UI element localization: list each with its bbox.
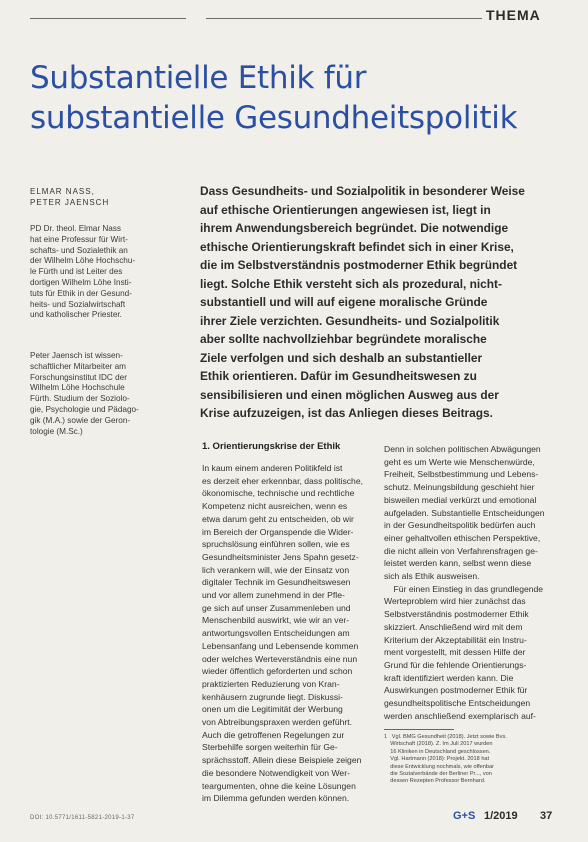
body-line: sich als Ethik ausweisen.: [384, 571, 480, 582]
author-bio-nass: [30, 224, 170, 321]
body-line: aufgeladen. Substantielle Entscheidungen: [384, 507, 545, 518]
page-number: 37: [540, 810, 553, 822]
body-line: im Dilemma gefunden werden können.: [202, 793, 350, 804]
bio-line: heits- und Sozialwirtschaft: [30, 299, 126, 309]
article-title: [30, 58, 560, 138]
lead-line: ihrem Anwendungsbereich begründet. Die notwendige: [200, 221, 509, 235]
body-line: Sterbehilfe sorgen weiterhin für Ge-: [202, 742, 338, 753]
bio-line: Wilhelm Löhe Hochschule: [30, 383, 125, 393]
body-line: bisweilen medial verkürzt und emotional: [384, 494, 537, 505]
body-line: von Abtreibungspraxen werden geführt.: [202, 717, 353, 728]
body-line: ge sich auf unser Zusammenleben und: [202, 602, 351, 613]
body-line: Grund für die fehlende Orientierungs-: [384, 659, 527, 670]
body-line: Freiheit, Selbstbestimmung und Lebens-: [384, 469, 539, 480]
footnote-line: diese Entwicklung nochmals, wie offenbar: [384, 763, 494, 770]
footnote-line: dessen Rezepten Professor Bernhard.: [384, 778, 486, 785]
body-line: und vor allem zunehmend in der Pfle-: [202, 590, 345, 601]
body-line: Auch die getroffenen Regelungen zur: [202, 729, 345, 740]
body-line: sprächsstoff. Allein diese Beispiele zeigen: [202, 755, 362, 766]
body-line: Auswirkungen postmoderner Ethik für: [384, 685, 528, 696]
footnote-divider: [384, 729, 454, 730]
body-line: teargumenten, ohne die keine Lösungen: [202, 780, 356, 791]
lead-line: Ziele verfolgen und sich deshalb an substantieller: [200, 350, 483, 365]
body-line: ment vorgestellt, mit dessen Hilfe der: [384, 647, 526, 658]
body-line: oder welches Werteverständnis eine nun: [202, 653, 358, 664]
body-line: die nicht allein von Verfahrensfragen ge-: [384, 545, 538, 556]
body-line: die besondere Notwendigkeit von Wer-: [202, 767, 350, 778]
body-line: Menschenbild auswirkt, wie wir an ver-: [202, 615, 350, 626]
doi-line: DOI: 10.5771/1611-5821-2019-1-37: [30, 815, 135, 821]
footnote-line: 1 Vgl. BMG Gesundheit (2018). Jetzt sowie Bvs.: [384, 734, 507, 740]
title-line: Substantielle Ethik für: [30, 60, 367, 96]
bio-line: Forschungsinstitut IDC der: [30, 372, 127, 382]
footnote: [384, 734, 556, 786]
body-line: spruchslösung einführen sollen, wie es: [202, 539, 350, 550]
bio-line: gik (M.A.) sowie der Geron-: [30, 415, 131, 425]
author-name: PETER JAENSCH: [30, 198, 110, 207]
lead-line: Krise aufzuzeigen, ist das Anliegen dieses Beitrags.: [200, 406, 493, 420]
issue-number: 1/2019: [484, 810, 518, 822]
lead-line: aber sollte nachvollziehbar begründete moralische: [200, 332, 487, 346]
body-line: geht es um Werte wie Menschenwürde,: [384, 456, 535, 467]
body-column-left: [202, 462, 382, 805]
body-line: skizziert. Anschließend wird mit dem: [384, 621, 523, 632]
body-line: ökonomische, technische und rechtliche: [202, 488, 355, 499]
body-line: Für einen Einstieg in das grundlegende: [384, 583, 544, 594]
lead-line: die im Selbstverständnis postmoderner Ethik begründet: [200, 258, 518, 272]
bio-line: hat eine Professur für Wirt-: [30, 234, 128, 244]
bio-line: dortigen Wilhelm Löhe Insti-: [30, 277, 132, 287]
bio-line: und katholischer Priester.: [30, 310, 122, 320]
body-column-right: [384, 443, 564, 722]
section-heading: 1. Orientierungskrise der Ethik: [202, 441, 341, 452]
body-line: kenhäusern zugrunde liegt. Diskussi-: [202, 691, 343, 702]
lead-paragraph: [200, 182, 570, 423]
lead-line: Ethik orientieren. Dafür im Gesundheitswesen zu: [200, 369, 477, 383]
body-line: Lebensanfang und Lebensende kommen: [202, 640, 359, 651]
header-rule-left: [30, 18, 186, 19]
lead-line: ihrer Ziele verzichten. Gesundheits- und Sozialpolitik: [200, 313, 500, 328]
lead-line: Dass Gesundheits- und Sozialpolitik in besonderer Weise: [200, 184, 525, 198]
header-rule-right: [206, 18, 482, 19]
author-names: [30, 186, 109, 208]
footnote-line: die Sozialverbände der Berliner Pr..., von: [384, 771, 492, 778]
body-line: in der Gesundheitspolitik bedürfen auch: [384, 520, 536, 531]
bio-line: PD Dr. theol. Elmar Nass: [30, 224, 121, 233]
journal-name: G+S: [453, 810, 476, 822]
section-label: THEMA: [486, 7, 541, 23]
body-line: kraft identifiziert werden kann. Die: [384, 672, 514, 683]
author-name: ELMAR NASS,: [30, 187, 95, 196]
bio-line: gie, Psychologie und Pädago-: [30, 404, 139, 414]
body-line: digitaler Technik im Gesundheitswesen: [202, 577, 351, 588]
lead-line: auf ethische Orientierungen angewiesen ist, liegt in: [200, 202, 491, 217]
body-line: antwortungsvollen Entscheidungen am: [202, 628, 350, 639]
body-line: Selbstverständnis postmoderner Ethik: [384, 609, 529, 620]
lead-line: liegt. Solche Ethik versteht sich als prozedural, nicht-: [200, 276, 502, 291]
body-line: etwa darum geht zu entscheiden, ob wir: [202, 513, 354, 524]
body-line: lich verankern will, wie der Einsatz von: [202, 564, 350, 575]
body-line: Kriterium der Akzeptabilität ein Instru-: [384, 634, 527, 645]
title-line: substantielle Gesundheitspolitik: [30, 100, 518, 136]
bio-line: tuts für Ethik in der Gesund-: [30, 288, 132, 298]
bio-line: Peter Jaensch ist wissen-: [30, 351, 123, 360]
footnote-line: Vgl. Hartmann (2018): Projekt. 2018 hat: [384, 756, 490, 763]
author-bio-jaensch: [30, 351, 170, 437]
body-line: gesundheitspolitische Entscheidungen: [384, 698, 531, 709]
bio-line: le Fürth und ist Leiter des: [30, 267, 123, 277]
body-line: Denn in solchen politischen Abwägungen: [384, 444, 541, 454]
bio-line: tologie (M.Sc.): [30, 426, 83, 436]
footnote-line: Wirtschaft (2018). Z. Im Juli 2017 wurden: [384, 741, 493, 748]
body-line: es derzeit eher erkennbar, dass politische,: [202, 475, 363, 486]
body-line: Gesundheitsminister Jens Spahn gesetz-: [202, 551, 359, 562]
bio-line: der Wilhelm Löhe Hochschu-: [30, 256, 136, 266]
bio-line: schaftlicher Mitarbeiter am: [30, 361, 127, 371]
body-line: im Bereich der Organspende die Wider-: [202, 526, 354, 537]
lead-line: ethische Orientierungskraft befindet sich in einer Krise,: [200, 239, 514, 254]
bio-line: schafts- und Sozialethik an: [30, 245, 128, 255]
body-line: einer gehaltvollen ethischen Perspektive,: [384, 532, 541, 543]
body-line: schutz. Meinungsbildung geschieht hier: [384, 482, 535, 493]
bio-line: Fürth. Studium der Soziolo-: [30, 394, 130, 404]
body-line: Kompetenz nicht ausreichen, wenn es: [202, 501, 348, 512]
body-line: Werteproblem wird hier zunächst das: [384, 596, 526, 607]
body-line: wieder öffentlich geforderten und schon: [202, 666, 353, 677]
lead-line: sensibilisieren und einen möglichen Ausweg aus der: [200, 387, 499, 402]
body-line: praktizierten Reduzierung von Kran-: [202, 678, 340, 689]
body-line: In kaum einem anderen Politikfeld ist: [202, 463, 343, 473]
footnote-line: 16 Kliniken in Deutschland geschlossen.: [384, 748, 491, 755]
body-line: werden anschließend exemplarisch auf-: [384, 710, 536, 721]
body-line: leistet werden kann, selbst wenn diese: [384, 558, 532, 569]
body-line: onen um die Legitimität der Werbung: [202, 704, 343, 715]
lead-line: substantiell und will auf eigene moralische Gründe: [200, 295, 488, 309]
